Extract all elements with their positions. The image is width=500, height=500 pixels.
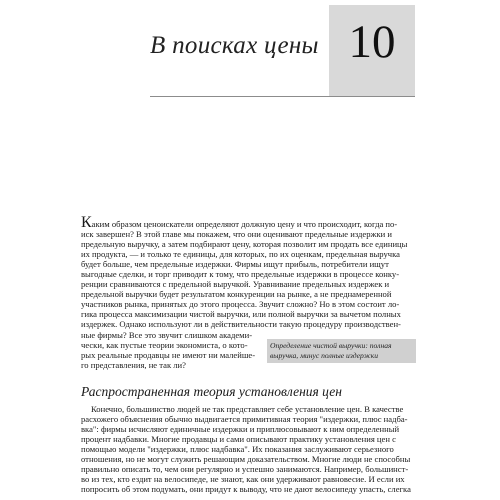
chapter-number-box xyxy=(329,5,415,96)
section-line: расхожего объяснения обычно выдвигается примитивная теория "издержки, плюс надба- xyxy=(81,414,408,425)
intro-line: ные фирмы? Все это звучит слишком академи- xyxy=(81,329,253,340)
intro-line: предельную выручку, а затем подбирают цену, которая позволит им продать все единицы xyxy=(81,239,408,250)
intro-line: го представления, не так ли? xyxy=(81,359,186,370)
section-line: попросить об этом подумать, они придут к выводу, что не дают велосипеду упасть, слегка xyxy=(81,484,411,495)
section-line: процент надбавки. Многие продавцы и сами описывают практику установления цен с xyxy=(81,434,396,445)
intro-first-line-text: аким образом ценоискатели определяют должную цену и что происходит, когда по- xyxy=(91,219,398,229)
intro-line: их продукта, — и только те единицы, для которых, по их оценкам, предельная выручка xyxy=(81,249,400,260)
intro-line: будет больше, чем предельные издержки. Фирмы ищут прибыль, потребители ищут xyxy=(81,259,389,270)
chapter-number: 10 xyxy=(348,16,396,68)
section-paragraph xyxy=(81,404,416,494)
intro-line: предельной выручки будет результатом конкуренции на рынке, а не преднамеренной xyxy=(81,289,392,300)
intro-line: ренции сравниваются с предельной выручкой. Уравнивание предельных издержек и xyxy=(81,279,390,290)
header-rule xyxy=(150,96,415,97)
intro-line: чески, как пустые теории экономиста, о кото- xyxy=(81,339,248,350)
drop-cap: К xyxy=(81,214,92,231)
section-line: вка": фирмы исчисляют единичные издержки и приплюсовывают к ним определенный xyxy=(81,424,400,435)
intro-line: участников рынка, принятых до этого процесса. Звучит сложно? Но в этом состоит ло- xyxy=(81,299,400,310)
intro-line: гика процесса максимизации чистой выручки, или полной выручки за вычетом полных xyxy=(81,309,401,320)
section-line: помощью модели "издержки, плюс надбавка". Их показания заслуживают серьезного xyxy=(81,444,394,455)
intro-line: иск завершен? В этой главе мы покажем, что они оценивают предельные издержки и xyxy=(81,229,393,240)
intro-first-line xyxy=(81,214,416,231)
section-line: отношения, но не могут служить решающим доказательством. Многие люди не способны xyxy=(81,454,411,465)
chapter-title: В поисках цены xyxy=(150,32,319,59)
section-line: Конечно, большинство людей не так представляет себе установление цен. В качестве xyxy=(91,404,404,414)
section-line: во из тех, кто ездит на велосипеде, не знают, как они удерживают равновесие. И если их xyxy=(81,474,405,485)
intro-line: издержек. Однако используют ли в действительности такую процедуру производствен- xyxy=(81,319,401,330)
sidebar-note: Определение чистой выручки: полная выручка, минус полные издержки xyxy=(267,339,416,363)
intro-line: рых реальные продавцы не имеют ни малейше- xyxy=(81,349,256,360)
intro-line: выгодные сделки, и торг приводит к тому, что предельные издержки в процессе конку- xyxy=(81,269,400,280)
section-heading: Распространенная теория установления цен xyxy=(81,384,342,399)
section-line: правильно описать то, чем они регулярно и успешно занимаются. Например, большинст- xyxy=(81,464,409,475)
